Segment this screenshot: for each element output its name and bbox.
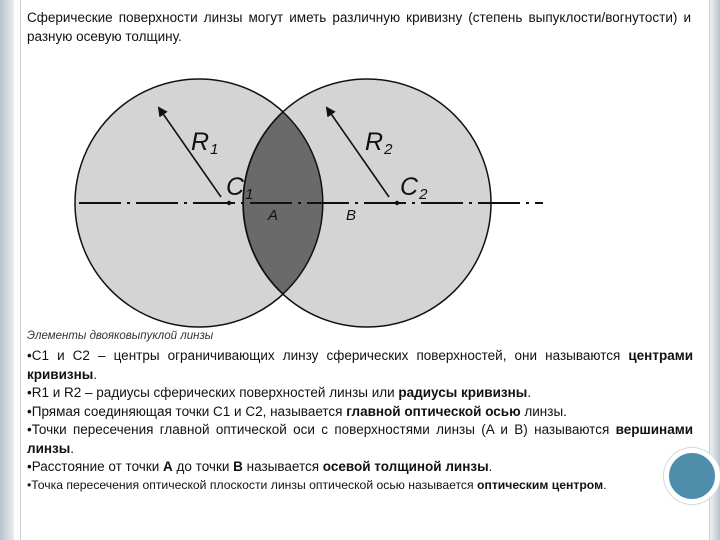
- intro-text: Сферические поверхности линзы могут иметь различную кривизну (степень выпуклости/вогнутости) и разную осевую толщину.: [27, 10, 691, 44]
- diagram-caption: Элементы двояковыпуклой линзы: [27, 330, 214, 342]
- list-item: •R1 и R2 – радиусы сферических поверхностей линзы или радиусы кривизны.: [27, 385, 532, 400]
- slide: [20, 0, 710, 540]
- label-r2: R2: [365, 128, 393, 158]
- c1-point: [227, 201, 231, 205]
- definitions-list: [27, 347, 693, 493]
- label-r1: R1: [191, 128, 219, 158]
- list-item: •Точки пересечения главной оптической оси с поверхностями линзы (A и B) называются вершинами линзы.: [27, 422, 693, 456]
- list-item: •Расстояние от точки A до точки B называется осевой толщиной линзы.: [27, 459, 493, 474]
- c2-point: [395, 201, 399, 205]
- list-item: •C1 и C2 – центры ограничивающих линзу сферических поверхностей, они называются центрами кривизны.: [27, 348, 693, 382]
- left-frame-border: [0, 0, 14, 540]
- label-c2: C2: [400, 173, 428, 203]
- list-item: •Точка пересечения оптической плоскости линзы оптической осью называется оптическим центром.: [27, 477, 607, 492]
- list-item: •Прямая соединяющая точки C1 и C2, называется главной оптической осью линзы.: [27, 403, 567, 419]
- label-a: A: [268, 207, 279, 224]
- label-b: B: [346, 207, 357, 224]
- lens-diagram: [61, 70, 561, 330]
- circle-decoration: [664, 448, 720, 504]
- label-c1: C1: [226, 173, 254, 203]
